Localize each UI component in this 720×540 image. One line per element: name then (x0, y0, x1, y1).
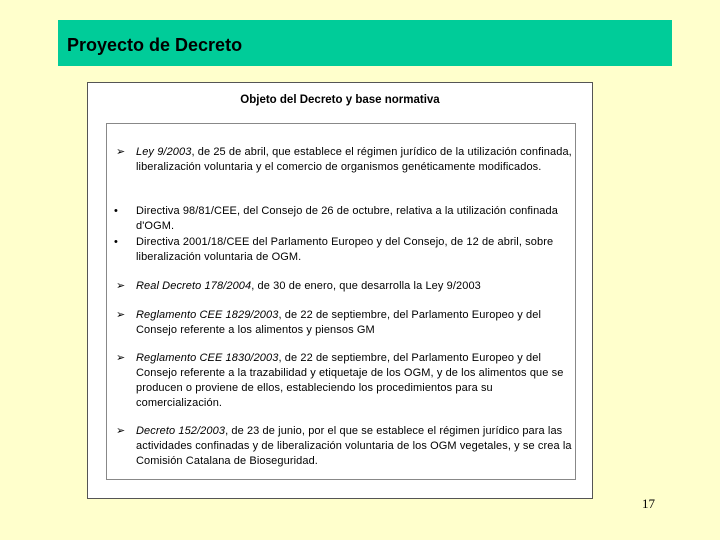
arrow-bullet-icon: ➢ (116, 280, 126, 292)
list-item (116, 424, 574, 469)
list-item (114, 204, 574, 234)
legal-reference: Ley 9/2003 (136, 146, 192, 158)
list-item (114, 235, 574, 265)
legal-reference: Reglamento CEE 1830/2003 (136, 352, 279, 364)
slide-title: Proyecto de Decreto (67, 35, 243, 55)
arrow-bullet-icon: ➢ (116, 352, 126, 364)
arrow-bullet-icon: ➢ (116, 146, 126, 158)
dot-bullet-icon: • (114, 236, 118, 248)
document-heading: Objeto del Decreto y base normativa (240, 94, 440, 106)
slide-title-bar (58, 20, 672, 66)
arrow-bullet-icon: ➢ (116, 425, 126, 437)
list-item (116, 145, 574, 175)
dot-bullet-icon: • (114, 205, 118, 217)
legal-reference: Real Decreto 178/2004 (136, 280, 252, 292)
list-item-text: , de 22 de septiembre, del Parlamento Europeo y del Consejo referente a los alimentos y piensos GM (136, 309, 541, 336)
list-item-text: Directiva 2001/18/CEE del Parlamento Europeo y del Consejo, de 12 de abril, sobre liberalización voluntaria de OGM. (136, 236, 554, 263)
list-item (116, 308, 574, 338)
list-item-text: , de 25 de abril, que establece el régimen jurídico de la utilización confinada, liberalización voluntaria y el comercio de organismos genéticamente modificados. (136, 146, 572, 173)
document-image (87, 82, 593, 499)
arrow-bullet-icon: ➢ (116, 309, 126, 321)
legal-reference: Decreto 152/2003 (136, 425, 226, 437)
list-item (116, 351, 574, 411)
list-item (116, 279, 574, 294)
legal-reference: Reglamento CEE 1829/2003 (136, 309, 279, 321)
page-number: 17 (642, 496, 655, 511)
list-item-text: , de 30 de enero, que desarrolla la Ley 9/2003 (251, 280, 481, 292)
list-item-text: , de 22 de septiembre, del Parlamento Europeo y del Consejo referente a la trazabilidad y etiquetaje de los OGM, y de los alimentos que se producen o proviene de ellos, estableciendo los procedimientos para su comercialización. (136, 352, 564, 409)
list-item-text: Directiva 98/81/CEE, del Consejo de 26 de octubre, relativa a la utilización confinada d'OGM. (136, 205, 558, 232)
list-item-text: , de 23 de junio, por el que se establece el régimen jurídico para las actividades confinadas y de liberalización voluntaria de los OGM vegetales, y se crea la Comisión Catalana de Bioseguridad. (136, 425, 572, 467)
